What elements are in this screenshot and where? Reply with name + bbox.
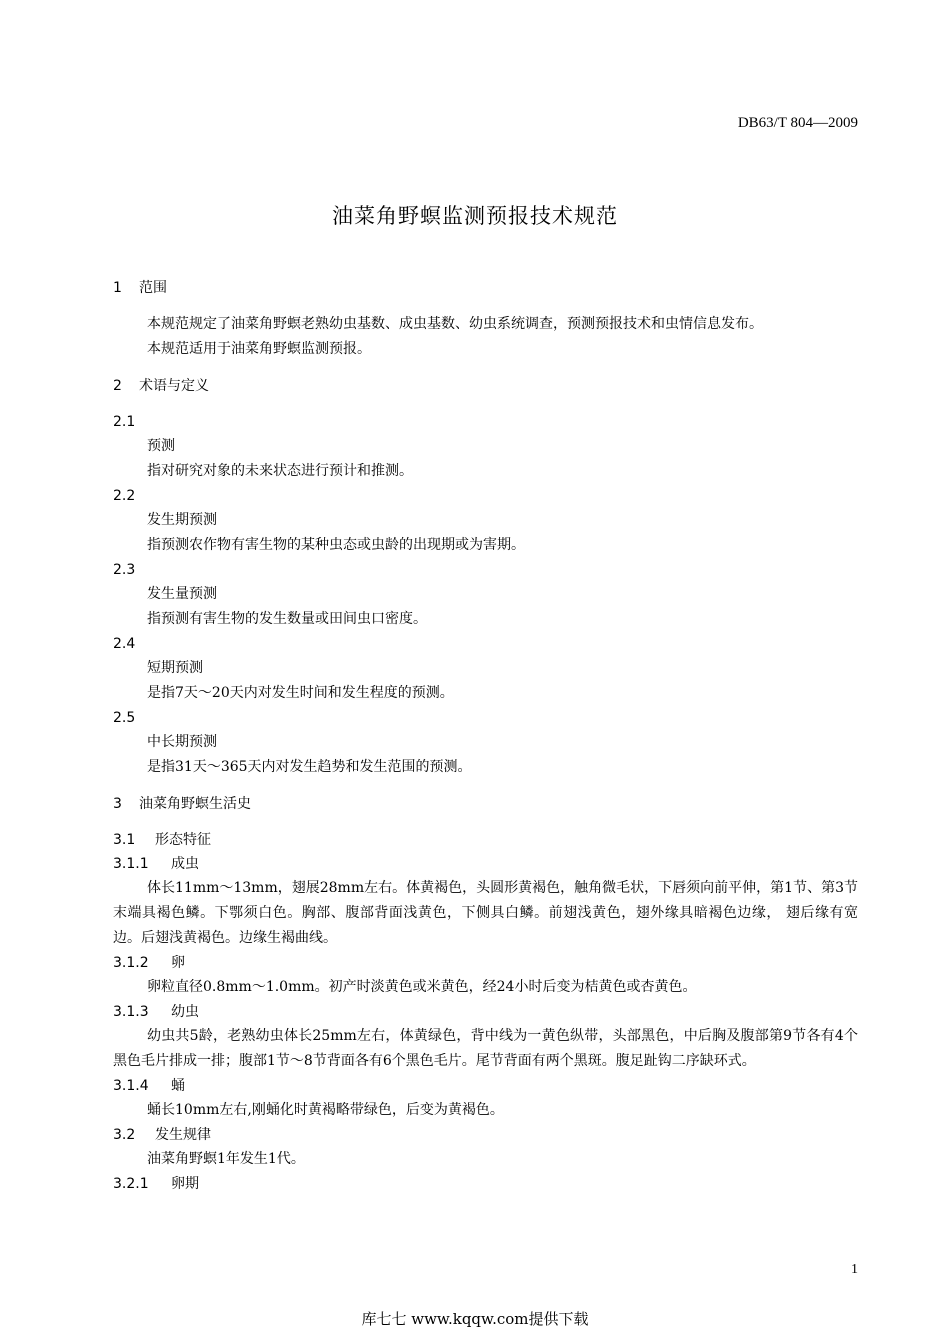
subsection-heading: 3.1 形态特征 (113, 832, 211, 848)
term-definition: 指预测农作物有害生物的某种虫态或虫龄的出现期或为害期。 (147, 537, 525, 553)
paragraph: 本规范适用于油菜角野螟监测预报。 (147, 341, 371, 357)
page-number: 1 (851, 1262, 858, 1277)
term-name: 发生期预测 (147, 512, 217, 528)
term-name: 预测 (147, 438, 175, 454)
term-definition: 是指7天～20天内对发生时间和发生程度的预测。 (147, 685, 454, 701)
subsection-heading: 3.1.1 成虫 (113, 856, 199, 872)
section-heading: 1 范围 (113, 280, 167, 296)
subsection-heading: 3.1.4 蛹 (113, 1078, 185, 1094)
term-name: 发生量预测 (147, 586, 217, 602)
document-title: 油菜角野螟监测预报技术规范 (332, 204, 618, 228)
term-definition: 指预测有害生物的发生数量或田间虫口密度。 (147, 611, 427, 627)
term-number: 2.5 (113, 710, 136, 726)
term-number: 2.2 (113, 488, 136, 504)
term-number: 2.1 (113, 414, 136, 430)
section-heading: 2 术语与定义 (113, 378, 209, 394)
subsection-heading: 3.1.2 卵 (113, 955, 185, 971)
document-body (113, 276, 858, 1196)
footer-download-note: 库七七 www.kqqw.com提供下载 (361, 1310, 589, 1328)
paragraph: 幼虫共5龄，老熟幼虫体长25mm左右，体黄绿色，背中线为一黄色纵带，头部黑色，中后胸及腹部第9节各有4个黑色毛片排成一排；腹部1节～8节背面各有6个黑色毛片。尾节背面有两个黑斑。腹足趾钩二序缺环式。 (113, 1028, 858, 1069)
term-name: 中长期预测 (147, 734, 217, 750)
paragraph: 卵粒直径0.8mm～1.0mm。初产时淡黄色或米黄色，经24小时后变为桔黄色或杏黄色。 (147, 979, 697, 995)
term-name: 短期预测 (147, 660, 203, 676)
term-number: 2.4 (113, 636, 136, 652)
paragraph: 蛹长10mm左右,刚蛹化时黄褐略带绿色，后变为黄褐色。 (147, 1102, 504, 1118)
subsection-heading: 3.2.1 卵期 (113, 1176, 199, 1192)
paragraph: 体长11mm～13mm，翅展28mm左右。体黄褐色，头圆形黄褐色，触角微毛状，下唇须向前平伸，第1节、第3节末端具褐色鳞。下鄂须白色。胸部、腹部背面浅黄色，下侧具白鳞。前翅浅黄色，翅外缘具暗褐色边缘， 翅后缘有宽边。后翅浅黄褐色。边缘生褐曲线。 (113, 880, 858, 946)
section-heading: 3 油菜角野螟生活史 (113, 796, 251, 812)
document-code: DB63/T 804—2009 (737, 115, 858, 131)
term-definition: 是指31天～365天内对发生趋势和发生范围的预测。 (147, 759, 472, 775)
subsection-heading: 3.1.3 幼虫 (113, 1004, 199, 1020)
paragraph: 本规范规定了油菜角野螟老熟幼虫基数、成虫基数、幼虫系统调查，预测预报技术和虫情信息发布。 (147, 316, 763, 332)
subsection-heading: 3.2 发生规律 (113, 1127, 211, 1143)
term-definition: 指对研究对象的未来状态进行预计和推测。 (147, 463, 413, 479)
paragraph: 油菜角野螟1年发生1代。 (147, 1151, 305, 1167)
term-number: 2.3 (113, 562, 136, 578)
